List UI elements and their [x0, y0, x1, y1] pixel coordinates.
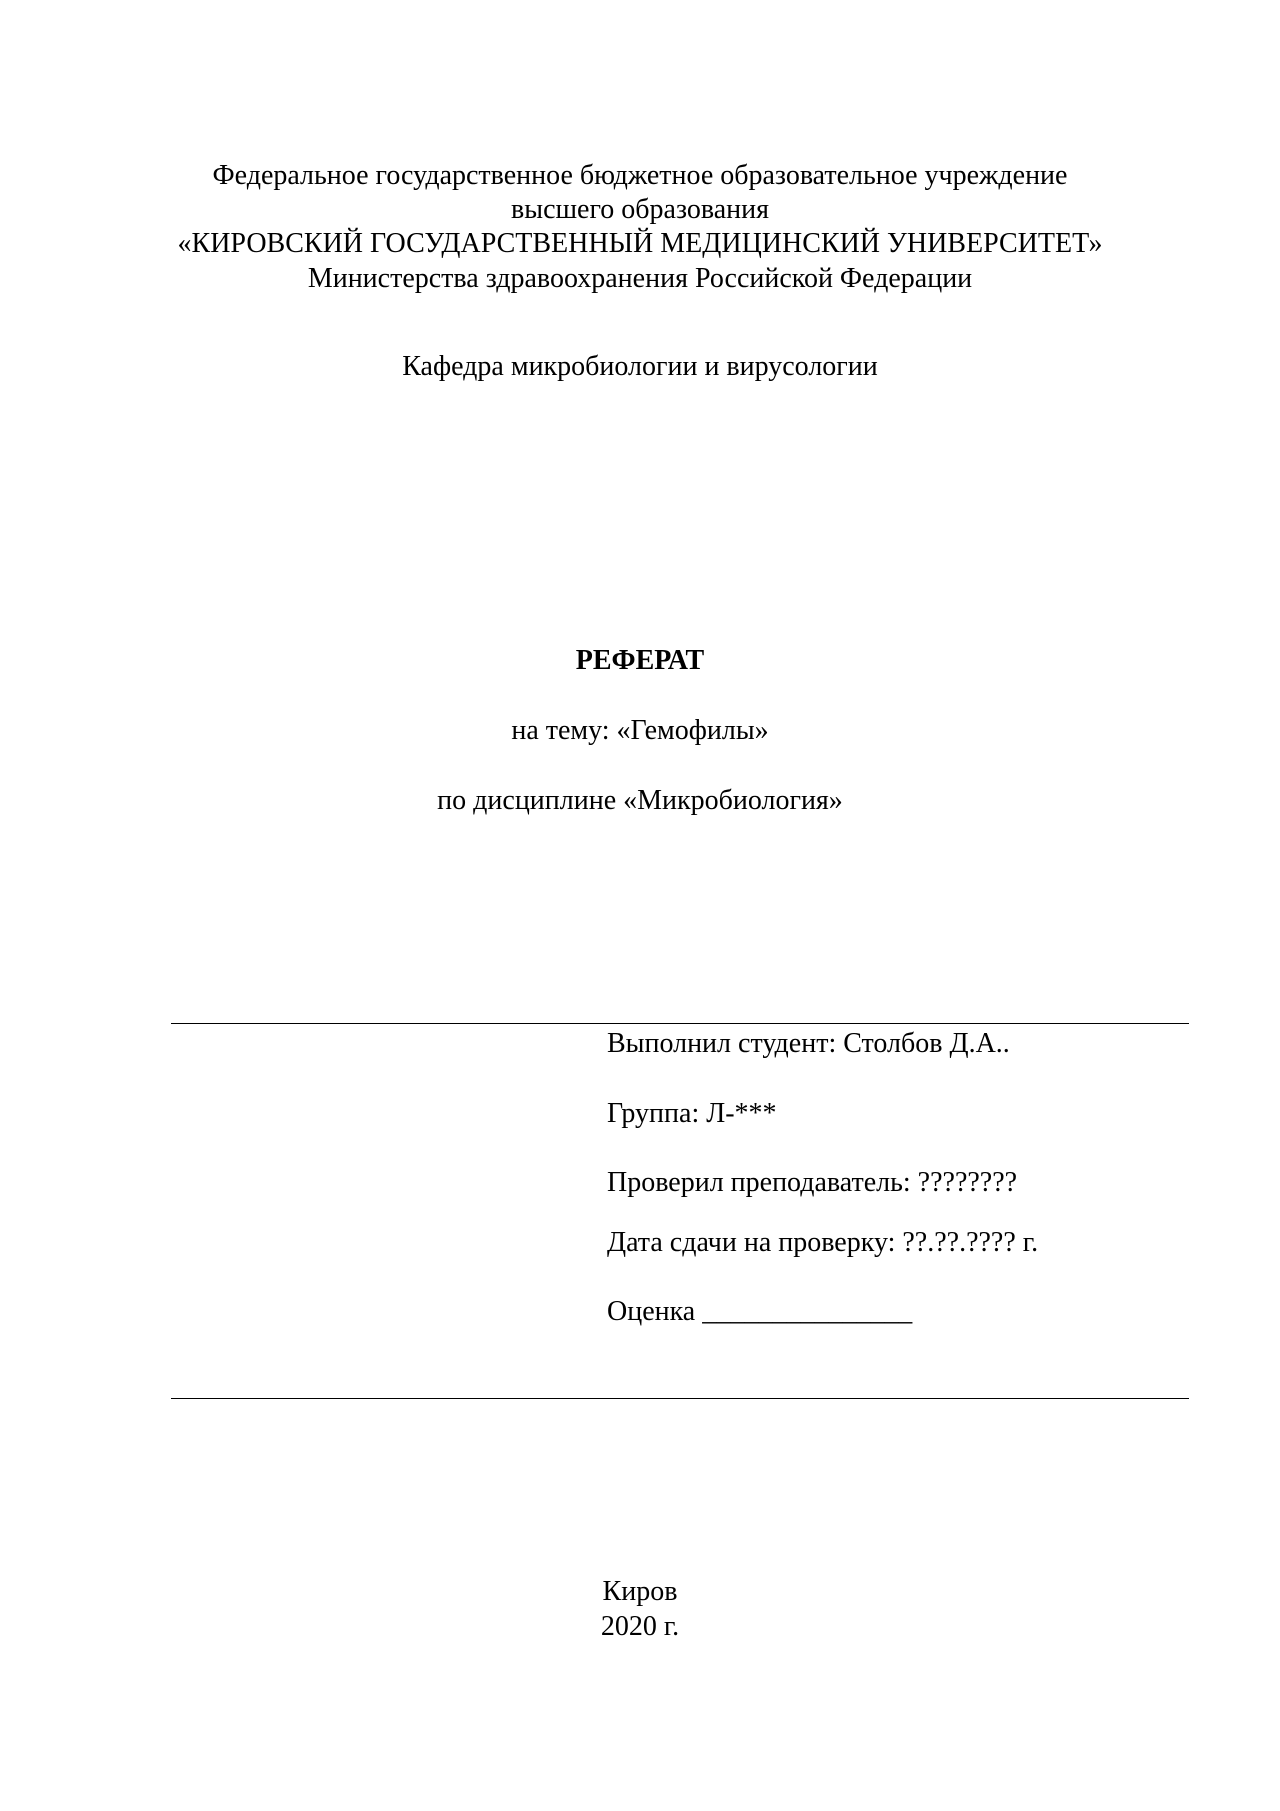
submission-date: Дата сдачи на проверку: ??.??.???? г. — [607, 1227, 1039, 1258]
department-name: Кафедра микробиологии и вирусологии — [402, 351, 878, 382]
bottom-divider — [171, 1398, 1189, 1399]
document-topic: на тему: «Гемофилы» — [511, 715, 769, 746]
footer-city: Киров — [602, 1576, 678, 1607]
document-title: РЕФЕРАТ — [575, 645, 705, 676]
header-university-name: «КИРОВСКИЙ ГОСУДАРСТВЕННЫЙ МЕДИЦИНСКИЙ УНИВЕРСИТЕТ» — [177, 228, 1103, 259]
teacher-info: Проверил преподаватель: ???????? — [607, 1167, 1018, 1198]
footer-year: 2020 г. — [600, 1611, 680, 1642]
grade-field: Оценка _______________ — [607, 1296, 913, 1327]
student-info: Выполнил студент: Столбов Д.А.. — [607, 1028, 1010, 1059]
group-info: Группа: Л-*** — [607, 1098, 777, 1129]
document-discipline: по дисциплине «Микробиология» — [437, 785, 843, 816]
header-ministry: Министерства здравоохранения Российской Федерации — [307, 263, 973, 294]
top-divider — [171, 1023, 1189, 1024]
header-institution-type: Федеральное государственное бюджетное образовательное учреждение — [212, 160, 1068, 191]
header-education-level: высшего образования — [511, 194, 769, 225]
